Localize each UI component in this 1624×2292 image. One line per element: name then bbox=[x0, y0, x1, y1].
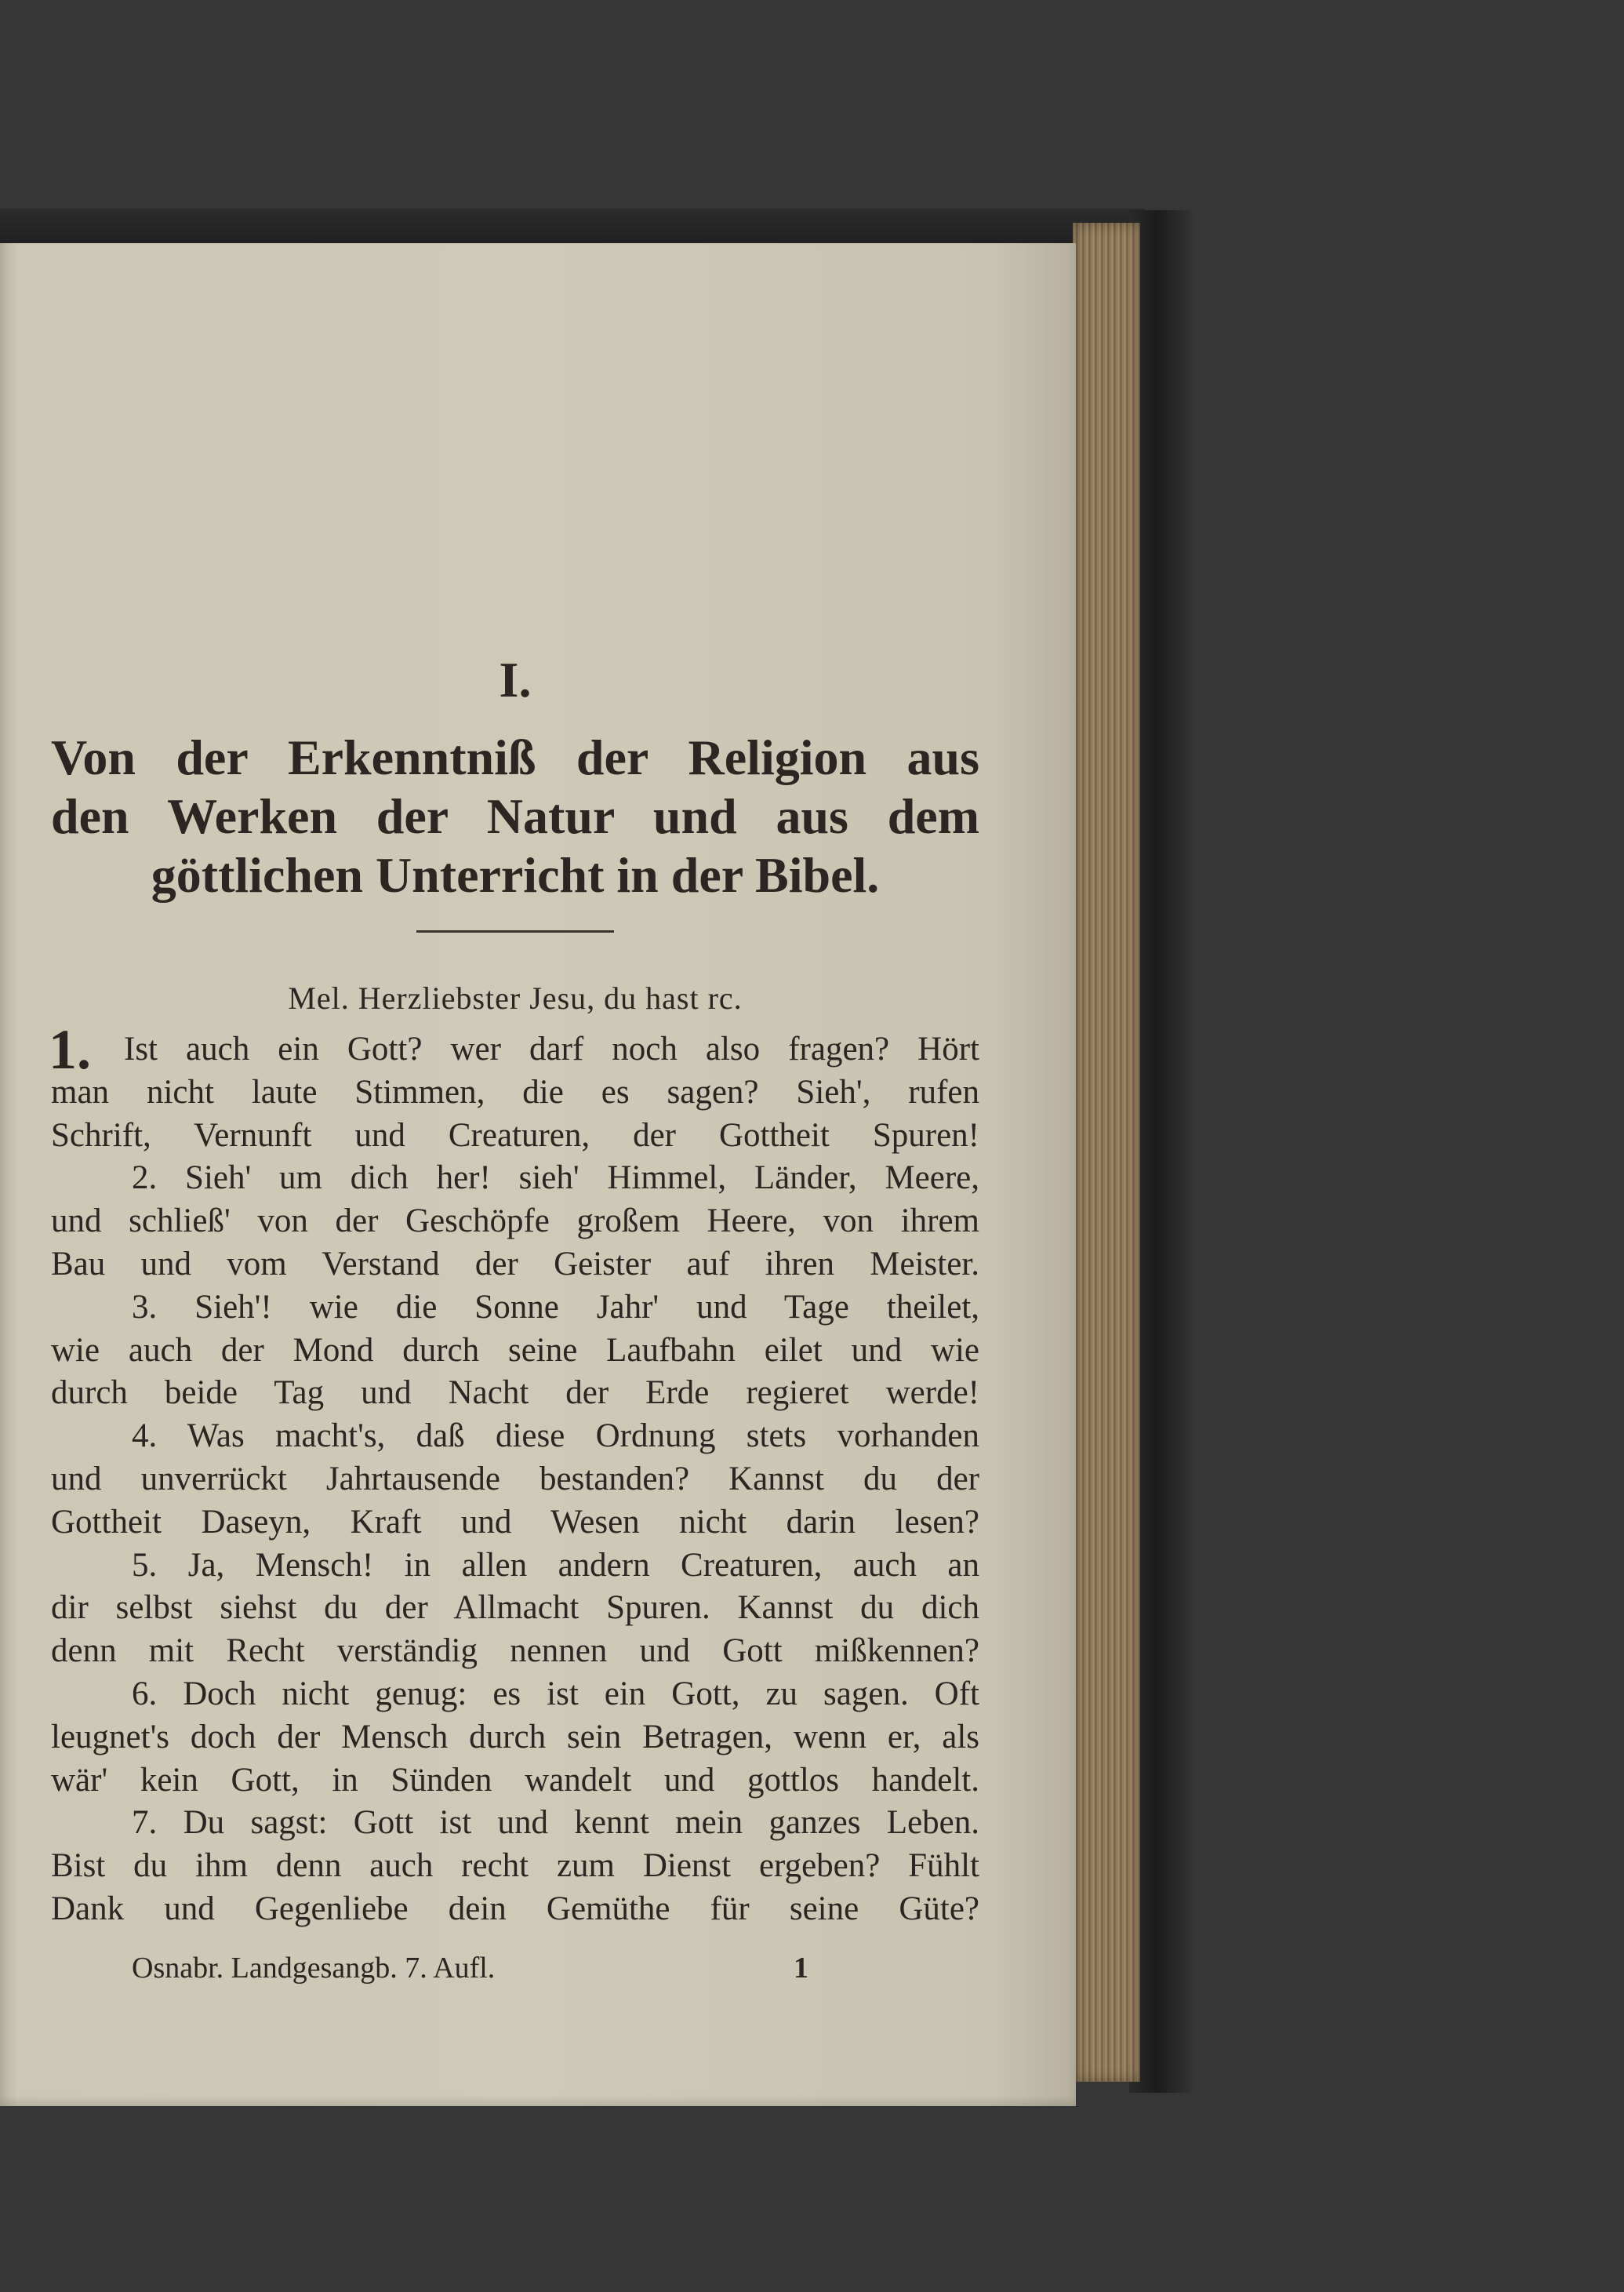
title-divider bbox=[416, 930, 614, 933]
verse-line: Schrift, Vernunft und Creaturen, der Gottheit Spuren! bbox=[51, 1117, 979, 1154]
verse-line: 3. Sieh'! wie die Sonne Jahr' und Tage theilet, bbox=[132, 1289, 979, 1326]
verse-line: durch beide Tag und Nacht der Erde regieret werde! bbox=[51, 1374, 979, 1411]
verse-line: und schließ' von der Geschöpfe großem Heere, von ihrem bbox=[51, 1202, 979, 1239]
verse-line: 2. Sieh' um dich her! sieh' Himmel, Länder, Meere, bbox=[132, 1159, 979, 1196]
verse-line: dir selbst siehst du der Allmacht Spuren. Kannst du dich bbox=[51, 1589, 979, 1626]
first-verse-number: 1. bbox=[49, 1018, 91, 1081]
chapter-title-line-1: Von der Erkenntniß der Religion aus bbox=[51, 729, 979, 785]
page-number: 1 bbox=[794, 1952, 808, 1985]
verse-line: 5. Ja, Mensch! in allen andern Creaturen, auch an bbox=[132, 1547, 979, 1584]
verse-line: und unverrückt Jahrtausende bestanden? Kannst du der bbox=[51, 1461, 979, 1497]
verse-line: 4. Was macht's, daß diese Ordnung stets vorhanden bbox=[132, 1417, 979, 1454]
book-cover-top-edge bbox=[0, 209, 1145, 246]
verse-line: Bau und vom Verstand der Geister auf ihren Meister. bbox=[51, 1246, 979, 1282]
chapter-title-line-2: den Werken der Natur und aus dem bbox=[51, 788, 979, 844]
verse-line: wie auch der Mond durch seine Laufbahn eilet und wie bbox=[51, 1332, 979, 1369]
verse-line: Dank und Gegenliebe dein Gemüthe für seine Güte? bbox=[51, 1890, 979, 1927]
verse-line: leugnet's doch der Mensch durch sein Betragen, wenn er, als bbox=[51, 1719, 979, 1755]
footer-signature: Osnabr. Landgesangb. 7. Aufl. bbox=[132, 1952, 496, 1985]
verse-line: 7. Du sagst: Gott ist und kennt mein ganzes Leben. bbox=[132, 1804, 979, 1841]
melody-note: Mel. Herzliebster Jesu, du hast rc. bbox=[288, 980, 743, 1016]
verse-line: Ist auch ein Gott? wer darf noch also fragen? Hört bbox=[124, 1031, 979, 1068]
verse-line: man nicht laute Stimmen, die es sagen? Sieh', rufen bbox=[51, 1074, 979, 1111]
book-page-edges bbox=[1073, 223, 1140, 2082]
verse-line: Bist du ihm denn auch recht zum Dienst ergeben? Fühlt bbox=[51, 1847, 979, 1884]
section-number: I. bbox=[499, 652, 532, 708]
verse-line: wär' kein Gott, in Sünden wandelt und gottlos handelt. bbox=[51, 1762, 979, 1799]
verse-line: Gottheit Daseyn, Kraft und Wesen nicht darin lesen? bbox=[51, 1504, 979, 1541]
verse-line: 6. Doch nicht genug: es ist ein Gott, zu sagen. Oft bbox=[132, 1675, 979, 1712]
verse-line: denn mit Recht verständig nennen und Gott mißkennen? bbox=[51, 1632, 979, 1669]
chapter-title-line-3: göttlichen Unterricht in der Bibel. bbox=[151, 847, 880, 903]
